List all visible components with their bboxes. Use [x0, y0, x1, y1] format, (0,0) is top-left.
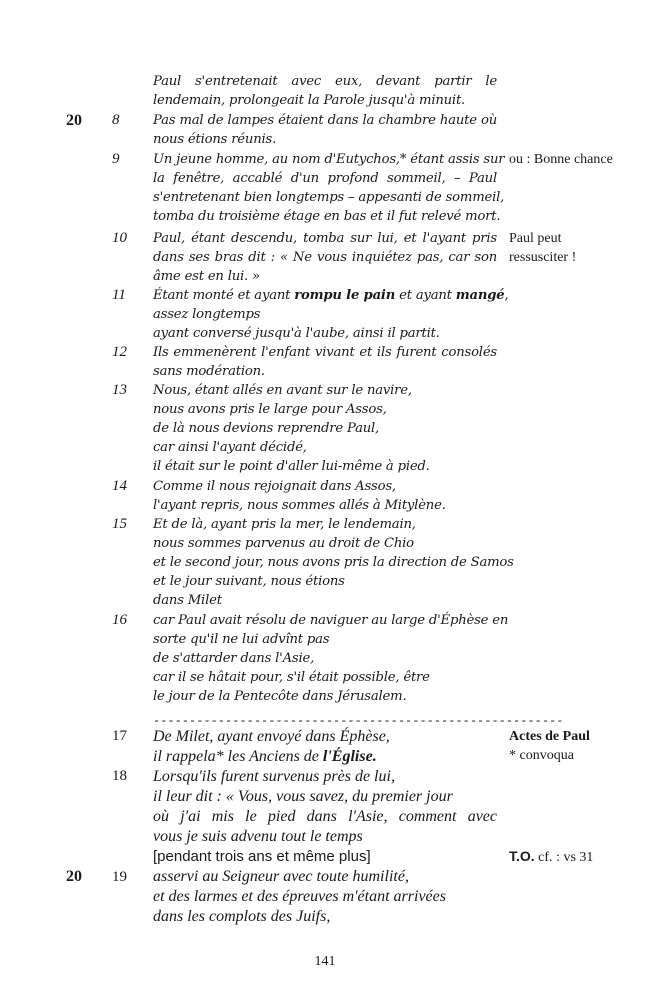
text-span: , [504, 288, 509, 303]
text-line: Paul, étant descendu, tomba sur lui, et l'ayant pris [153, 231, 497, 246]
text-line: où j'ai mis le pied dans l'Asie, comment avec [153, 808, 497, 825]
margin-note: ou : Bonne chance [509, 152, 613, 167]
verse-number: 19 [112, 869, 127, 885]
text-line: dans ses bras dit : « Ne vous inquiétez pas, car son [153, 250, 497, 265]
text-line: Lorsqu'ils furent survenus près de lui, [153, 768, 395, 785]
text-line: De Milet, ayant envoyé dans Éphèse, [153, 728, 390, 745]
text-line: la fenêtre, accablé d'un profond sommeil, – Paul [153, 171, 497, 186]
margin-note [509, 727, 647, 765]
text-line [153, 286, 509, 305]
verse-number: 18 [112, 768, 127, 784]
verse-number: 8 [112, 112, 120, 128]
text-line: car Paul avait résolu de naviguer au large d'Éphèse en [153, 613, 509, 628]
text-line: lendemain, prolongeait la Parole jusqu'à minuit. [153, 93, 466, 108]
verse-number: 9 [112, 151, 120, 167]
verse-text [153, 867, 497, 927]
bold-phrase: rompu le pain [294, 288, 396, 303]
text-line: car il se hâtait pour, s'il était possible, être [153, 670, 430, 685]
verse-number: 12 [112, 344, 127, 360]
text-line: dans les complots des Juifs, [153, 908, 331, 925]
verse-text [153, 611, 509, 706]
bracket-line: [pendant trois ans et même plus] [153, 848, 371, 865]
chapter-number: 20 [66, 868, 82, 885]
verse-number: 16 [112, 612, 127, 628]
verse-number: 17 [112, 728, 127, 744]
text-line: Et de là, ayant pris la mer, le lendemain, [153, 517, 416, 532]
verse-text [153, 477, 497, 515]
text-line: de s'attarder dans l'Asie, [153, 651, 315, 666]
text-line: tomba du troisième étage en bas et il fut relevé mort. [153, 209, 501, 224]
verse-number: 13 [112, 382, 127, 398]
verse-number: 14 [112, 478, 127, 494]
text-line: vous je suis advenu tout le temps [153, 828, 363, 845]
text-span: Étant monté et ayant [153, 288, 295, 303]
text-line: le jour de la Pentecôte dans Jérusalem. [153, 689, 407, 704]
text-line: et le jour suivant, nous étions [153, 574, 345, 589]
verse-text [153, 150, 505, 226]
text-line: assez longtemps [153, 307, 261, 322]
note-line: * convoqua [509, 748, 574, 763]
note-line: ressusciter ! [509, 250, 577, 265]
text-line: Pas mal de lampes étaient dans la chambre haute où [153, 113, 497, 128]
text-line: Paul s'entretenait avec eux, devant partir le [153, 74, 497, 89]
text-line: sans modération. [153, 364, 265, 379]
note-line: cf. : vs 31 [534, 850, 594, 865]
verse-text [153, 229, 497, 286]
text-line: asservi au Seigneur avec toute humilité, [153, 868, 409, 885]
text-line [153, 747, 497, 767]
verse-text [153, 286, 509, 343]
chapter-number: 20 [66, 112, 82, 129]
verse-text [153, 767, 497, 867]
verse-number: 11 [112, 287, 126, 303]
text-line: dans Milet [153, 593, 222, 608]
text-line: ayant conversé jusqu'à l'aube, ainsi il partit. [153, 326, 440, 341]
text-line: s'entretenant bien longtemps – appesanti de sommeil, [153, 190, 505, 205]
bold-phrase: mangé [455, 288, 505, 303]
verse-text [153, 727, 497, 767]
verse-number: 10 [112, 230, 127, 246]
text-line: Nous, étant allés en avant sur le navire, [153, 383, 412, 398]
text-line: il était sur le point d'aller lui-même à pied. [153, 459, 430, 474]
verse-text [153, 72, 497, 110]
verse-number: 15 [112, 516, 127, 532]
margin-note [509, 229, 647, 267]
text-line: il leur dit : « Vous, vous savez, du premier jour [153, 788, 453, 805]
verse-text [153, 343, 497, 381]
text-line: nous étions réunis. [153, 132, 277, 147]
text-line: l'ayant repris, nous sommes allés à Mitylène. [153, 498, 446, 513]
text-line: nous sommes parvenus au droit de Chio [153, 536, 414, 551]
note-heading: T.O. [509, 848, 535, 864]
text-span: et ayant [395, 288, 456, 303]
text-line: et le second jour, nous avons pris la direction de Samos [153, 555, 514, 570]
text-line: âme est en lui. » [153, 269, 260, 284]
verse-text [153, 111, 497, 149]
text-line: sorte qu'il ne lui advînt pas [153, 632, 330, 647]
text-line: Comme il nous rejoignait dans Assos, [153, 479, 396, 494]
text-line: Ils emmenèrent l'enfant vivant et ils furent consolés [153, 345, 497, 360]
note-heading: Actes de Paul [509, 729, 590, 744]
text-line: Un jeune homme, au nom d'Eutychos,* étant assis sur [153, 152, 505, 167]
text-line: nous avons pris le large pour Assos, [153, 402, 387, 417]
text-line: de là nous devions reprendre Paul, [153, 421, 380, 436]
bold-phrase: l'Église. [322, 748, 377, 765]
text-line: et des larmes et des épreuves m'étant arrivées [153, 888, 446, 905]
verse-text [153, 381, 497, 476]
section-separator: --------------------------------------------------------- [153, 714, 564, 728]
page-number: 141 [314, 954, 336, 969]
note-line: Paul peut [509, 231, 562, 246]
verse-text [153, 515, 514, 610]
text-line: car ainsi l'ayant décidé, [153, 440, 307, 455]
margin-note [509, 847, 647, 867]
text-span: il rappela* les Anciens de [153, 748, 323, 765]
